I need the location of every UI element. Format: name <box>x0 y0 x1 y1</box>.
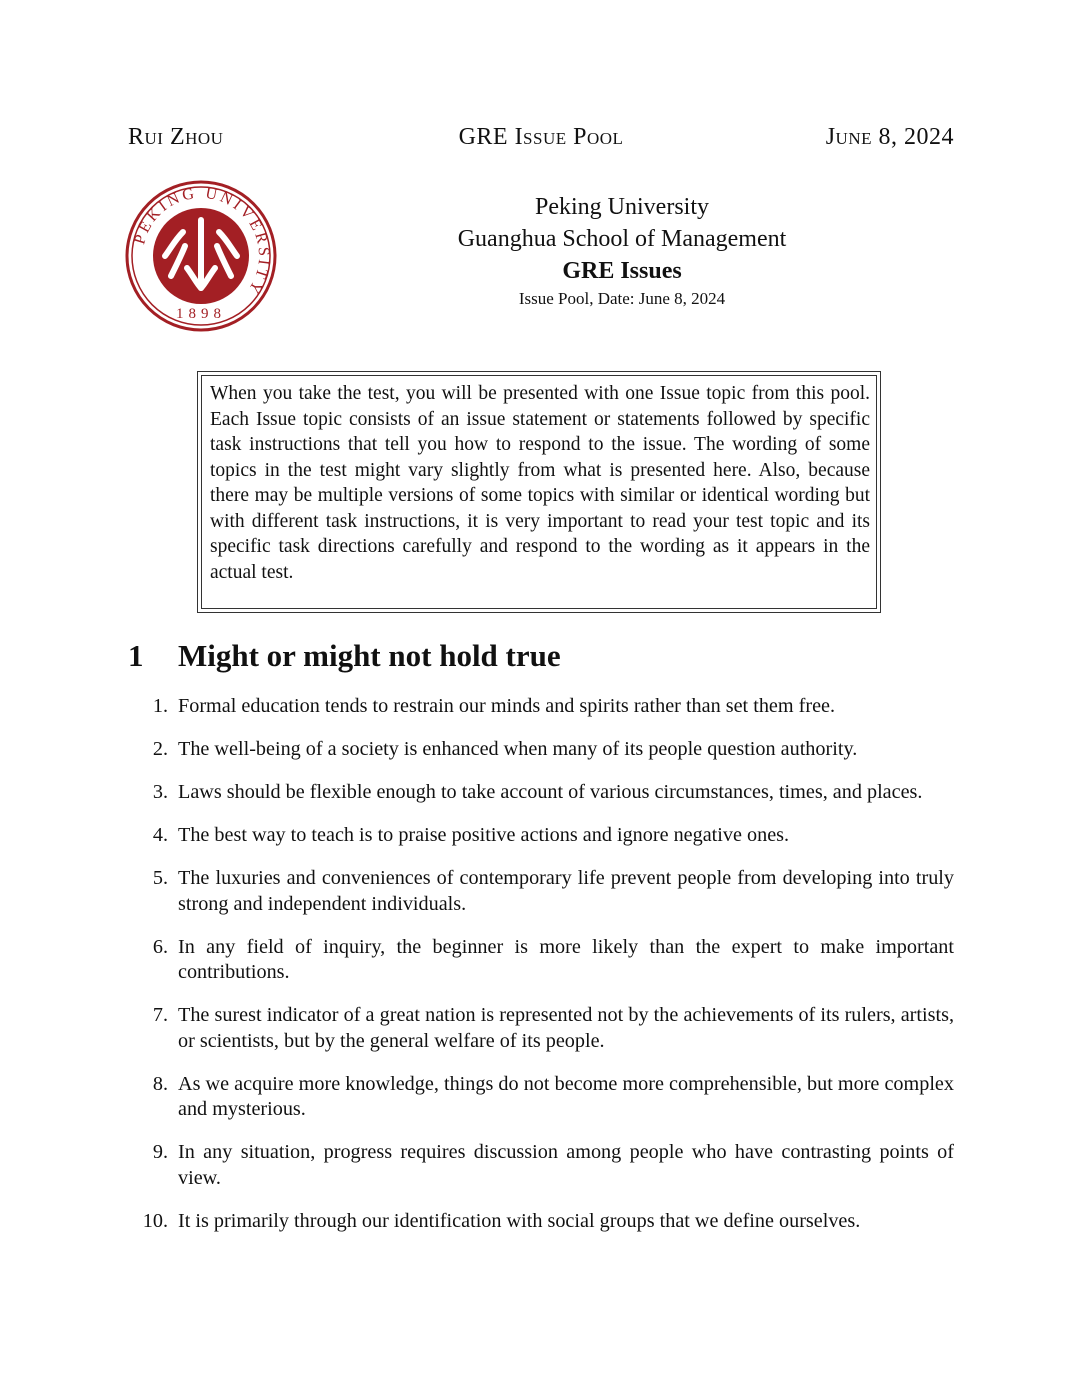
item-number: 1. <box>152 695 168 717</box>
item-number: 6. <box>152 935 168 958</box>
issue-list <box>130 694 954 1252</box>
list-item <box>130 866 954 917</box>
section-heading <box>128 638 561 674</box>
item-number: 3. <box>152 781 168 803</box>
school-name: Guanghua School of Management <box>457 226 787 252</box>
notice-box <box>197 371 881 613</box>
item-text: Formal education tends to restrain our minds and spirits rather than set them free. <box>178 695 836 717</box>
item-text: The best way to teach is to praise positive actions and ignore negative ones. <box>178 824 790 846</box>
item-text: As we acquire more knowledge, things do not become more comprehensible, but more complex and mysterious. <box>178 1072 954 1120</box>
item-number: 8. <box>152 1072 168 1095</box>
list-item <box>130 1140 954 1191</box>
list-item <box>130 694 954 720</box>
item-text: Laws should be flexible enough to take account of various circumstances, times, and places. <box>178 781 923 803</box>
list-item <box>130 1072 954 1123</box>
item-number: 9. <box>152 1141 168 1163</box>
item-text: The luxuries and conveniences of contemporary life prevent people from developing into truly strong and independent individuals. <box>178 867 954 915</box>
seal-year: 1898 <box>176 306 226 322</box>
document-title: GRE Issues <box>562 258 682 284</box>
list-item <box>130 737 954 763</box>
item-number: 4. <box>152 824 168 846</box>
item-number: 10. <box>142 1209 168 1232</box>
running-header <box>128 124 954 158</box>
document-subtitle: Issue Pool, Date: June 8, 2024 <box>518 289 726 308</box>
section-number: 1 <box>128 638 144 673</box>
list-item <box>130 935 954 986</box>
title-block <box>380 191 864 311</box>
list-item <box>130 1003 954 1054</box>
list-item <box>130 823 954 849</box>
item-number: 5. <box>152 867 168 889</box>
header-date: June 8, 2024 <box>825 124 954 150</box>
institution-name: Peking University <box>535 194 709 220</box>
header-author: Rui Zhou <box>128 124 224 150</box>
list-item <box>130 1209 954 1235</box>
item-text: In any field of inquiry, the beginner is more likely than the expert to make important contributions. <box>178 935 954 983</box>
university-seal-logo <box>125 180 277 332</box>
item-number: 7. <box>152 1004 168 1026</box>
item-text: The surest indicator of a great nation is represented not by the achievements of its rulers, artists, or scientists, but by the general welfare of its people. <box>178 1004 954 1052</box>
header-doc-title: GRE Issue Pool <box>458 124 624 150</box>
notice-text: When you take the test, you will be presented with one Issue topic from this pool. Each Issue topic consists of an issue statement or statements followed by specific task instructions that tell you how to respond to the issue. The wording of some topics in the test might vary slightly from what is presented here. Also, because there may be multiple versions of some topics with similar or identical wording but with different task instructions, it is very important to read your test topic and its specific task directions carefully and respond to the wording as it appears in the actual test. <box>201 375 877 609</box>
seal-ring-text: PEKING UNIVERSITY <box>131 184 273 299</box>
item-text: In any situation, progress requires discussion among people who have contrasting points of view. <box>178 1141 954 1189</box>
section-title: Might or might not hold true <box>178 638 561 673</box>
item-number: 2. <box>152 738 168 760</box>
list-item <box>130 780 954 806</box>
item-text: The well-being of a society is enhanced when many of its people question authority. <box>178 738 858 760</box>
item-text: It is primarily through our identification with social groups that we define ourselves. <box>178 1209 861 1232</box>
